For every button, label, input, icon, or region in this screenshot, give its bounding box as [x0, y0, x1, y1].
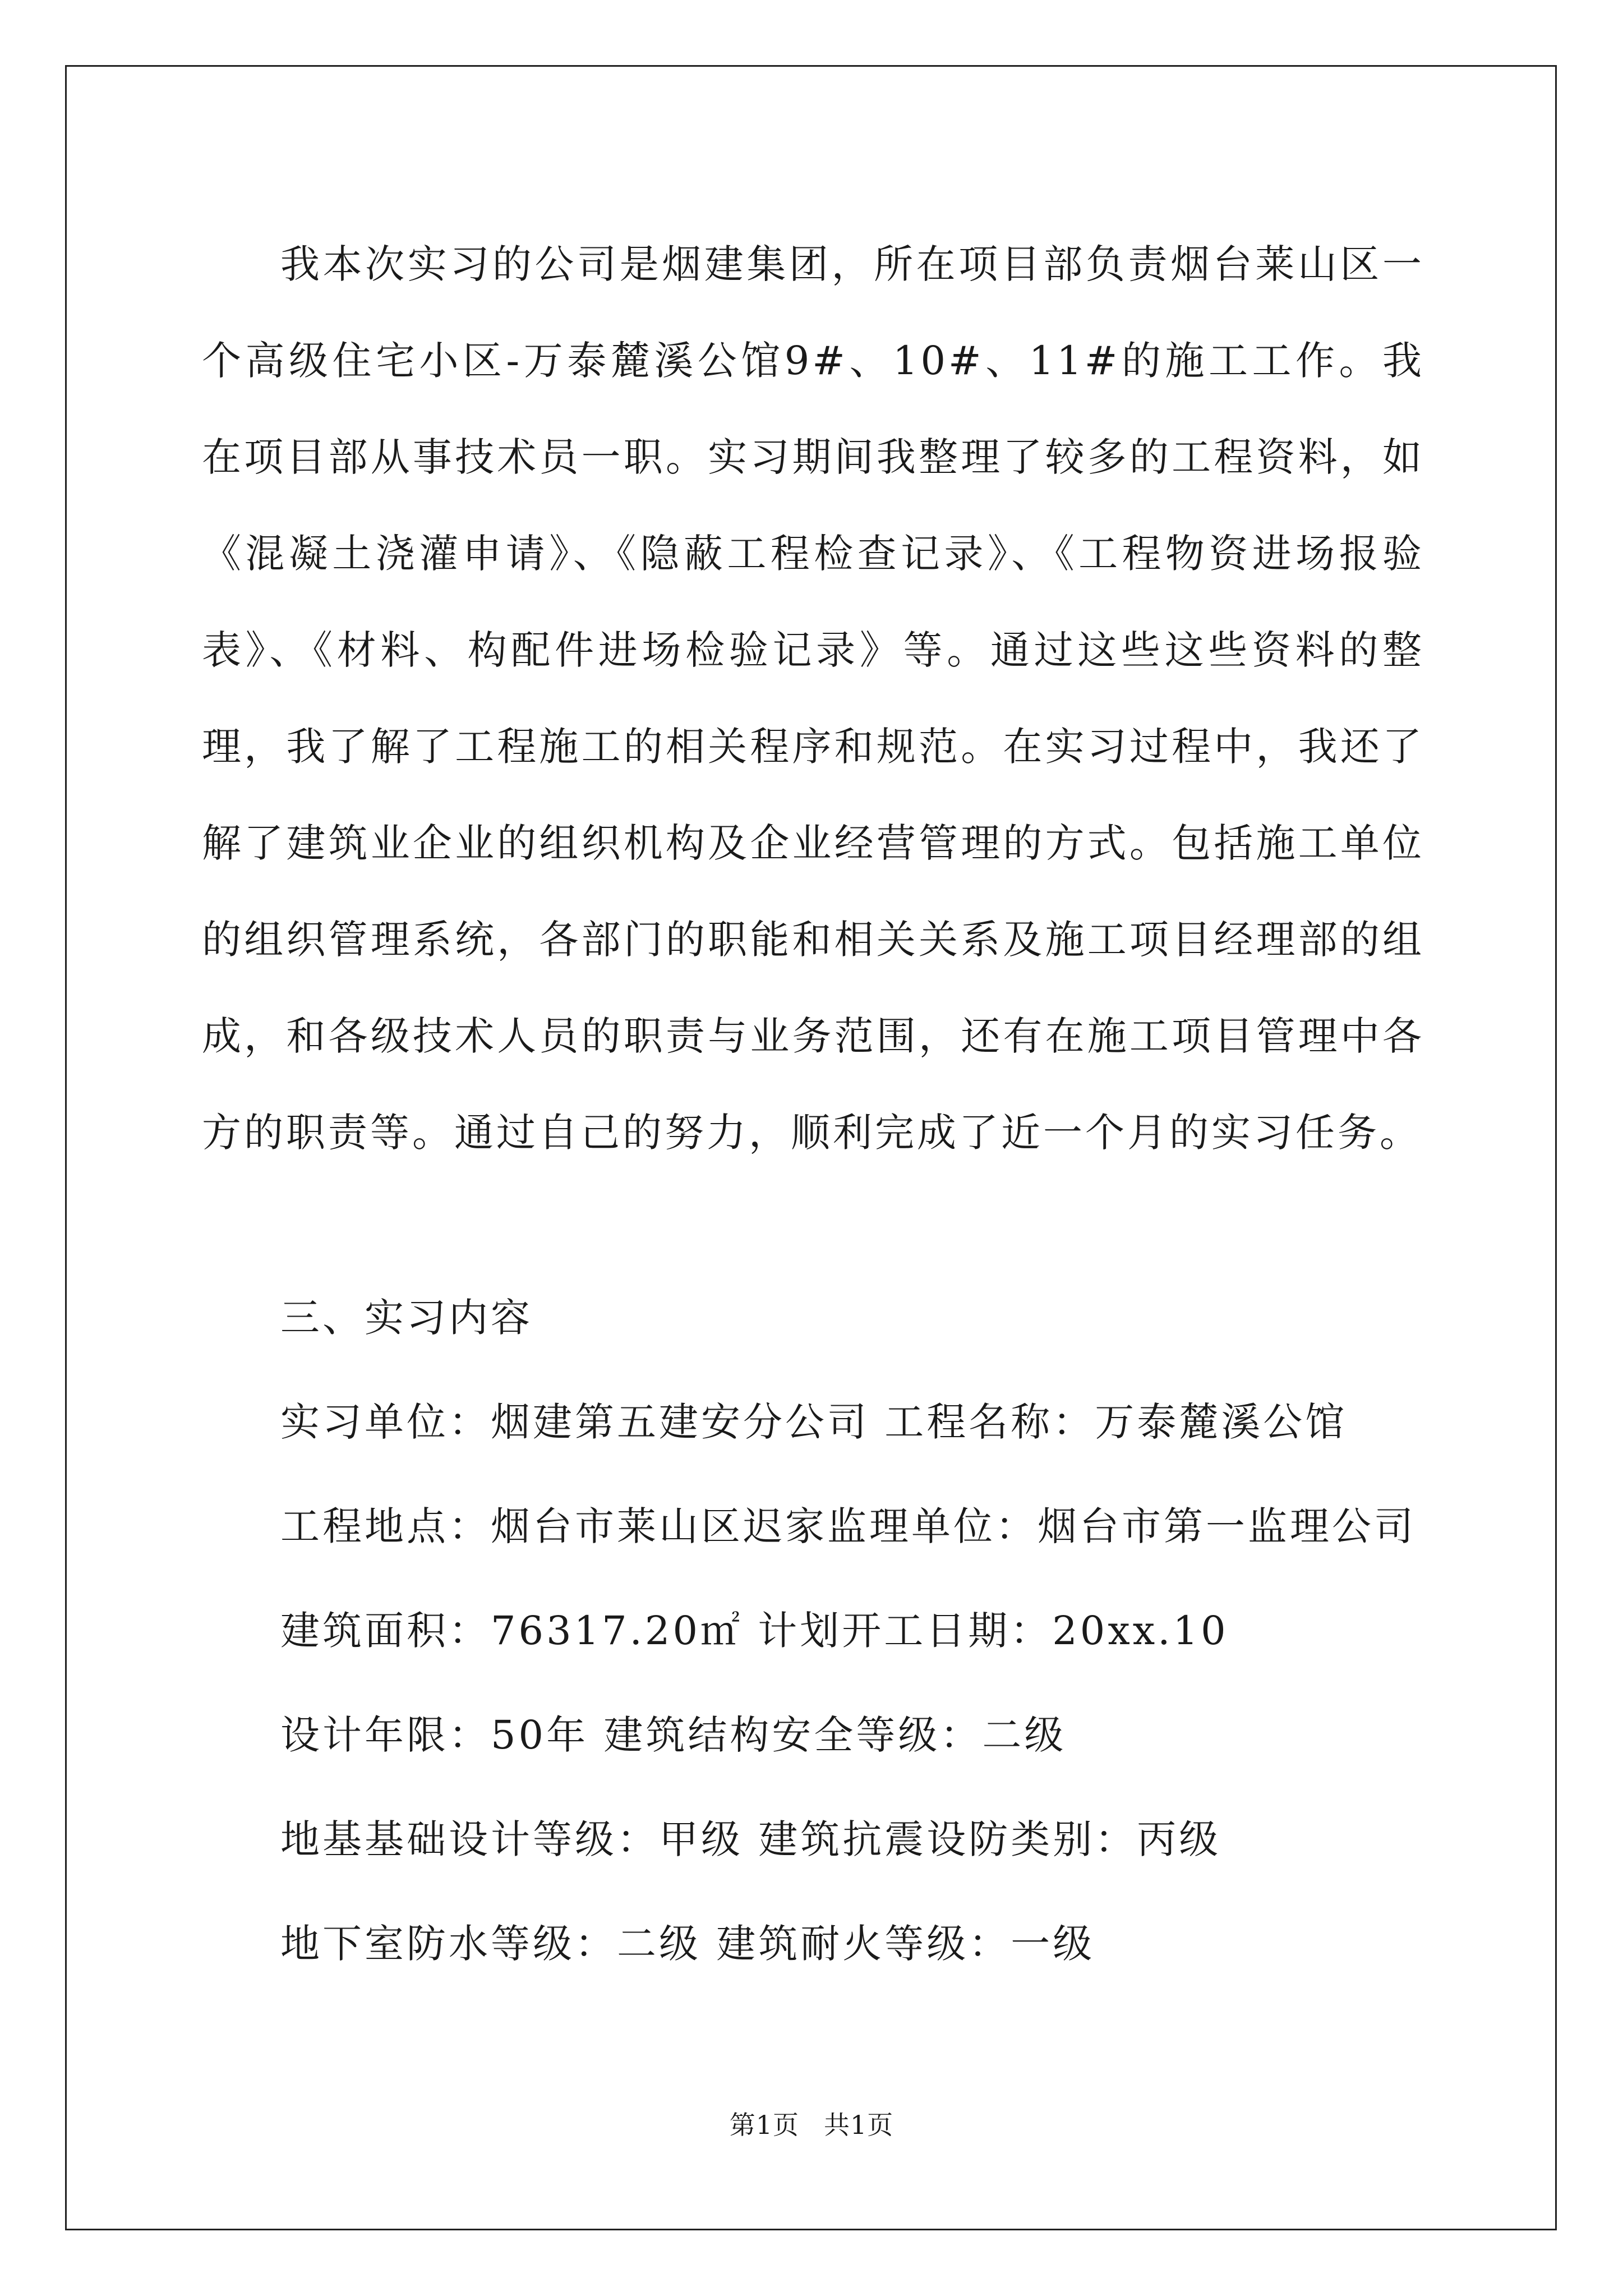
page-number-total: 共1页 — [824, 2110, 894, 2140]
body-paragraph: 我本次实习的公司是烟建集团，所在项目部负责烟台莱山区一个高级住宅小区-万泰麓溪公馆9#、10#、11#的施工工作。我在项目部从事技术员一职。实习期间我整理了较多的工程资料，如《混凝土浇灌申请》、《隐蔽工程检查记录》、《工程物资进场报验表》、《材料、构配件进场检验记录》等。通过这些这些资料的整理，我了解了工程施工的相关程序和规范。在实习过程中，我还了解了建筑业企业的组织机构及企业经营管理的方式。包括施工单位的组织管理系统，各部门的职能和相关关系及施工项目经理部的组成，和各级技术人员的职责与业务范围，还有在施工项目管理中各方的职责等。通过自己的努力，顺利完成了近一个月的实习任务。 — [202, 241, 1424, 1156]
info-line-foundation-seismic: 地基基础设计等级：甲级 建筑抗震设防类别：丙级 — [280, 1816, 1221, 1862]
info-line-unit-project: 实习单位：烟建第五建安分公司 工程名称：万泰麓溪公馆 — [280, 1399, 1348, 1445]
info-line-location-supervisor: 工程地点：烟台市莱山区迟家监理单位：烟台市第一监理公司 — [280, 1503, 1416, 1549]
internship-info-list — [280, 1266, 1424, 1996]
page-number-current: 第1页 — [729, 2110, 799, 2140]
section-heading: 三、实习内容 — [280, 1295, 533, 1341]
info-line-area-start-date: 建筑面积：76317.20㎡ 计划开工日期：20xx.10 — [280, 1608, 1229, 1654]
info-line-waterproof-fire: 地下室防水等级：二级 建筑耐火等级：一级 — [280, 1921, 1095, 1967]
info-line-design-life-safety: 设计年限：50年 建筑结构安全等级：二级 — [280, 1712, 1067, 1758]
page-footer — [0, 2108, 1623, 2142]
